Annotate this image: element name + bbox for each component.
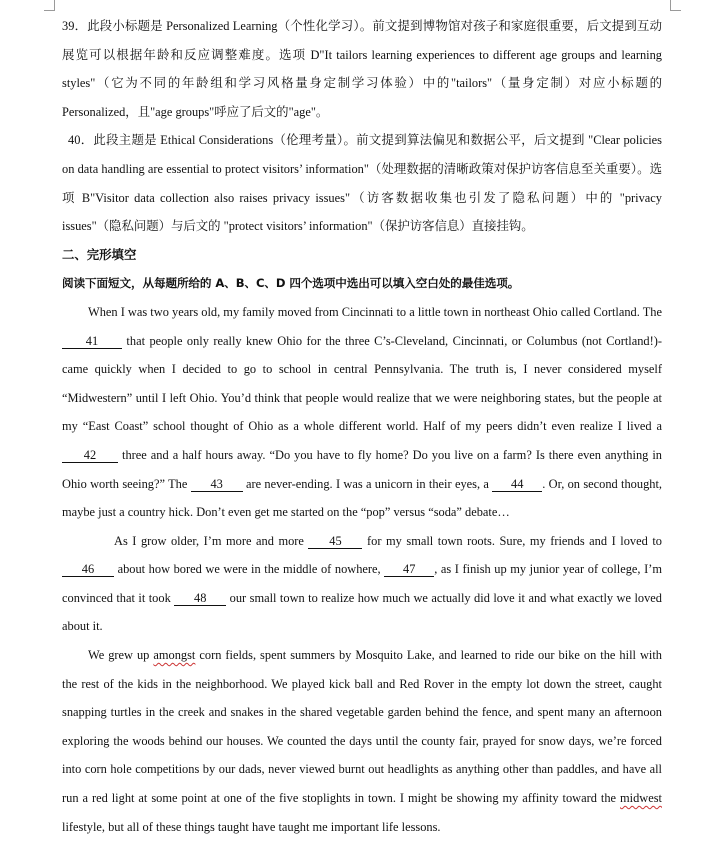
passage-text: When I was two years old, my family moved from Cincinnati to a little town in northeast Ohio called Cortland. The (88, 304, 662, 319)
answer-39 (62, 12, 662, 126)
passage-paragraph-3 (62, 641, 662, 841)
blank-48[interactable]: 48 (174, 591, 226, 606)
passage-text: As I grow older, I’m more and more (114, 533, 309, 548)
blank-46[interactable]: 46 (62, 562, 114, 577)
blank-42[interactable]: 42 (62, 448, 118, 463)
answer-40 (62, 126, 662, 240)
passage-text: are never-ending. I was a unicorn in their eyes, a (242, 476, 493, 491)
passage-text: , as I finish up my junior year of college, I’m convinced that it took (62, 562, 662, 605)
passage-text: We grew up (88, 648, 154, 663)
document-page (62, 12, 662, 841)
passage-text: for my small town roots. Sure, my friends and I loved to (362, 533, 662, 548)
blank-47[interactable]: 47 (384, 562, 434, 577)
passage-text: lifestyle, but all of these things taught have taught me important life lessons. (62, 819, 441, 834)
page-corner-mark-left (44, 0, 55, 11)
spellcheck-word-amongst: amongst (153, 648, 196, 663)
passage-text: about how bored we were in the middle of nowhere, (114, 562, 385, 577)
passage-text: our small town to realize how much we actually did love it and what exactly we loved about it. (62, 590, 662, 634)
passage-text: . Or, on second thought, maybe just a country hick. Don’t even get me started on the “pop” versus “soda” debate… (62, 476, 663, 520)
section-instruction: 阅读下面短文，从每题所给的 A、B、C、D 四个选项中选出可以填入空白处的最佳选项。 (62, 276, 520, 291)
passage-paragraph-2 (62, 527, 662, 641)
blank-44[interactable]: 44 (492, 477, 542, 492)
passage-text: that people only really knew Ohio for the three C’s-Cleveland, Cincinnati, or Columbus (not Cortland!)-came quickly when I decided to go to school in central Pennsylvania. The truth is, I never considered myself “Midwestern” until I left Ohio. You’d think that people would realize that we were neighboring states, but the people at my “East Coast” school thought of Ohio as a whole different world. Half of my peers didn’t even realize I lived a (62, 333, 662, 434)
blank-43[interactable]: 43 (191, 477, 243, 492)
answer-39-text: 39．此段小标题是 Personalized Learning（个性化学习）。前文提到博物馆对孩子和家庭很重要，后文提到互动展览可以根据年龄和反应调整难度。选项 D"It tailors learning experiences to different age groups and learning styles"（它为不同的年龄组和学习风格量身定制学习体验）中的"tailors"（量身定制）对应小标题的 Personalized，且"age groups"呼应了后文的"age"。 (62, 19, 662, 119)
passage-text: three and a half hours away. “Do you have to fly home? Do you live on a farm? Is there even anything in Ohio worth seeing?” The (62, 447, 662, 491)
passage-text: corn fields, spent summers by Mosquito Lake, and learned to ride our bike on the hill with the rest of the kids in the neighborhood. We played kick ball and Red Rover in the empty lot down the street, caught snapping turtles in the creek and snakes in the shared vegetable garden behind the fence, and spent many an afternoon exploring the woods behind our houses. We counted the days until the county fair, prayed for snow days, we’re forced into corn hole competitions by our dads, never viewed burnt out headlights as anything other than paddles, and have all run a red light at some point at one of the five stoplights in town. I might be showing my affinity toward the (62, 648, 662, 806)
section-heading: 二、完形填空 (62, 246, 137, 262)
page-corner-mark-right (670, 0, 681, 11)
blank-41[interactable]: 41 (62, 334, 122, 349)
answer-40-text: 40．此段主题是 Ethical Considerations（伦理考量）。前文提到算法偏见和数据公平，后文提到 "Clear policies on data handling are essential to protect visitors’ information"（处理数据的清晰政策对保护访客信息至关重要）。选项 B"Visitor data collection also raises privacy issues"（访客数据收集也引发了隐私问题）中的 "privacy issues"（隐私问题）与后文的 "protect visitors’ information"（保护访客信息）直接挂钩。 (62, 133, 662, 234)
passage-paragraph-1 (62, 298, 662, 527)
blank-45[interactable]: 45 (308, 534, 362, 549)
spellcheck-word-midwest: midwest (620, 791, 662, 806)
